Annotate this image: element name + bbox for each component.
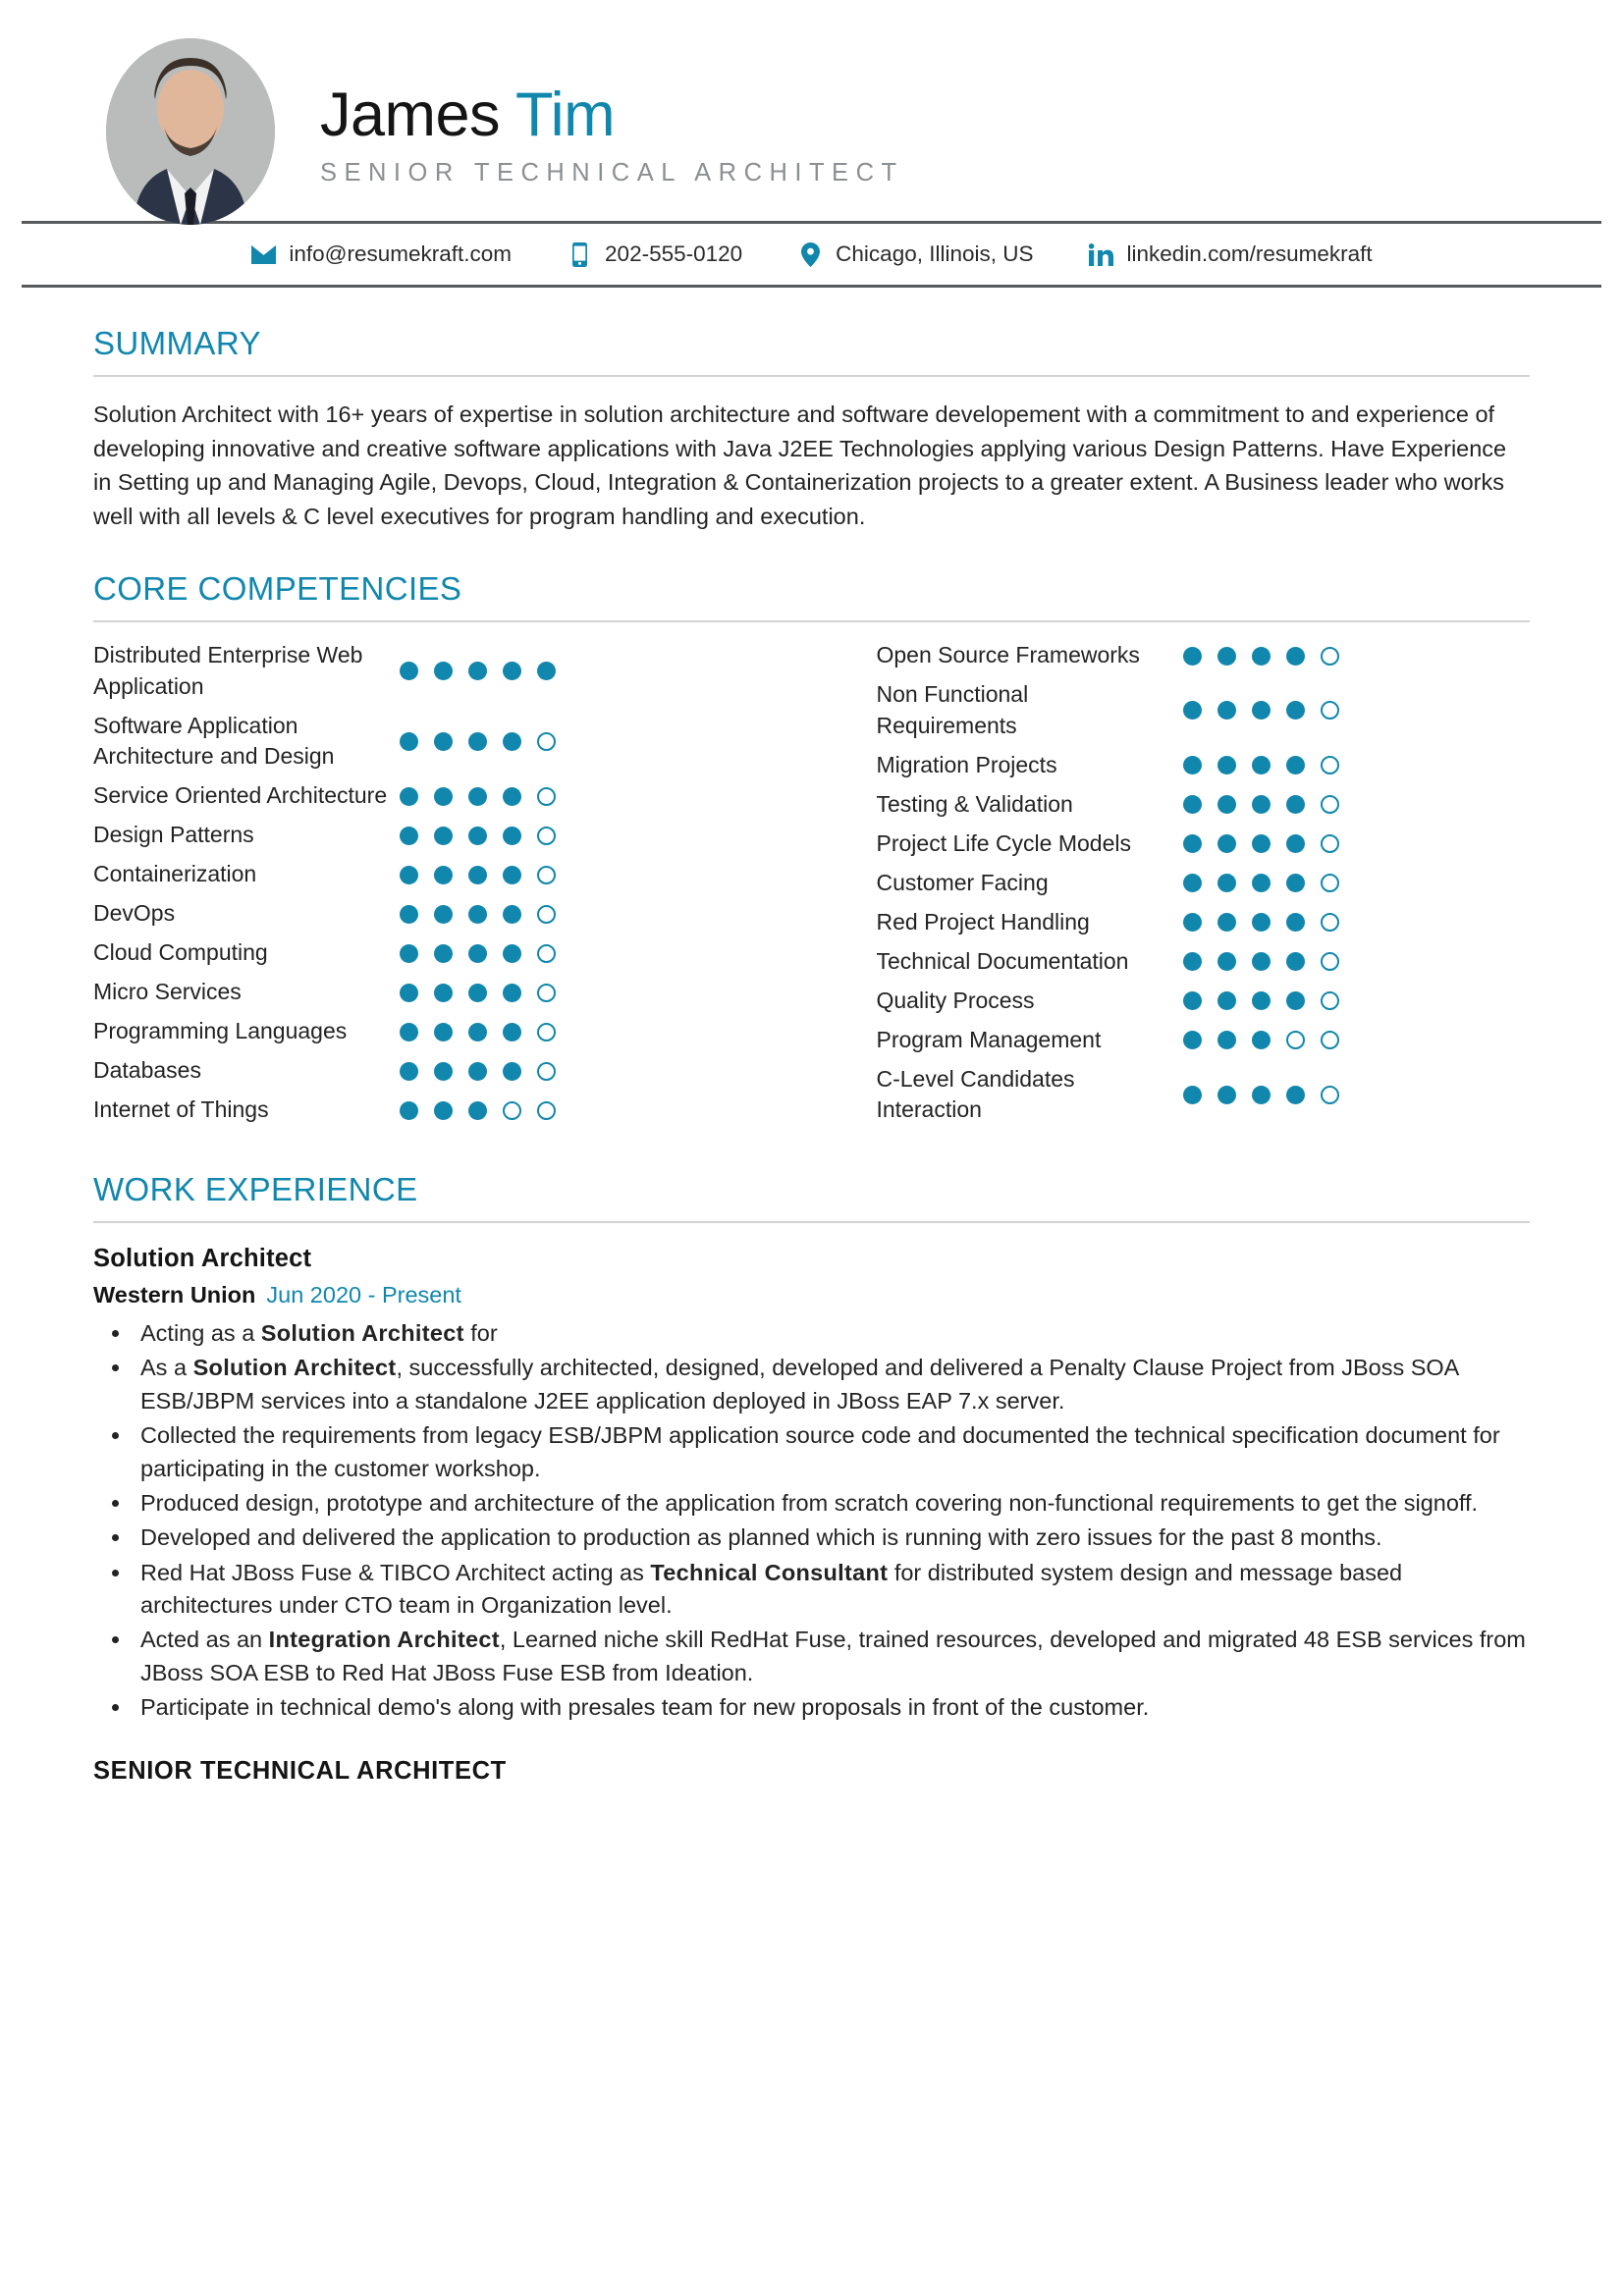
rating-dot-filled	[468, 944, 487, 963]
competency-row	[93, 711, 812, 773]
rating-dot-filled	[1252, 647, 1271, 666]
competency-label: C-Level Candidates Interaction	[876, 1065, 1075, 1123]
competency-row	[93, 937, 812, 969]
competencies-column-right	[812, 640, 1531, 1134]
competencies-section	[0, 533, 1623, 1134]
rating-dot-filled	[434, 905, 453, 924]
competency-label: Databases	[93, 1057, 201, 1084]
competency-label: Distributed Enterprise Web Application	[93, 642, 363, 699]
competency-row	[877, 750, 1531, 781]
competency-rating	[400, 787, 556, 806]
summary-heading: SUMMARY	[93, 325, 261, 361]
rating-dot-filled	[1252, 1031, 1271, 1049]
rating-dot-filled	[1217, 913, 1236, 932]
rating-dot-empty	[1321, 701, 1339, 720]
rating-dot-filled	[1252, 795, 1271, 814]
rating-dot-filled	[1217, 756, 1236, 774]
rating-dot-filled	[1217, 701, 1236, 720]
location-pin-icon	[797, 241, 823, 267]
rating-dot-filled	[503, 905, 521, 924]
competency-row	[877, 679, 1531, 741]
rating-dot-filled	[1183, 913, 1202, 932]
rating-dot-filled	[434, 732, 453, 751]
competency-label: Internet of Things	[93, 1096, 269, 1123]
competency-label: Technical Documentation	[876, 947, 1129, 974]
rating-dot-filled	[1286, 913, 1305, 932]
rating-dot-filled	[1286, 874, 1305, 892]
rating-dot-filled	[400, 866, 418, 884]
rating-dot-filled	[434, 787, 453, 806]
rating-dot-empty	[1321, 952, 1339, 971]
job-bullet: • Collected the requirements from legacy ESB/JBPM application source code and documented the technical specification document for participating in the customer workshop.	[133, 1419, 1530, 1485]
work-divider	[93, 1221, 1530, 1223]
competency-label: Testing & Validation	[876, 790, 1073, 817]
competency-label: Quality Process	[876, 987, 1035, 1013]
rating-dot-empty	[1321, 913, 1339, 932]
rating-dot-empty	[537, 787, 556, 806]
rating-dot-filled	[400, 787, 418, 806]
competency-label: Cloud Computing	[93, 939, 268, 966]
competency-rating	[1183, 952, 1339, 971]
rating-dot-filled	[400, 984, 418, 1002]
competency-row	[877, 640, 1531, 671]
rating-dot-filled	[468, 905, 487, 924]
contact-phone[interactable]	[567, 241, 742, 267]
first-name: James	[320, 80, 501, 149]
competency-row	[93, 1016, 812, 1047]
rating-dot-filled	[1217, 1086, 1236, 1104]
competency-row	[877, 986, 1531, 1017]
competency-rating	[400, 662, 556, 680]
competency-row	[93, 1055, 812, 1087]
rating-dot-filled	[400, 732, 418, 751]
rating-dot-empty	[1321, 647, 1339, 666]
rating-dot-empty	[1321, 1086, 1339, 1104]
job-company: Western Union	[93, 1282, 256, 1308]
avatar	[106, 38, 275, 225]
rating-dot-empty	[1321, 1031, 1339, 1049]
rating-dot-empty	[537, 1062, 556, 1081]
contact-bar	[0, 224, 1623, 285]
rating-dot-filled	[1286, 701, 1305, 720]
rating-dot-filled	[1286, 756, 1305, 774]
rating-dot-filled	[434, 1023, 453, 1041]
competencies-heading: CORE COMPETENCIES	[93, 570, 462, 608]
rating-dot-filled	[468, 662, 487, 680]
rating-dot-filled	[503, 944, 521, 963]
competency-label: Open Source Frameworks	[876, 642, 1140, 668]
linkedin-icon	[1089, 241, 1114, 267]
job-bullet: • Acted as an Integration Architect, Learned niche skill RedHat Fuse, trained resources, developed and migrated 48 ESB services from JBoss SOA ESB to Red Hat JBoss Fuse ESB from Ideation.	[133, 1624, 1530, 1689]
rating-dot-filled	[1286, 795, 1305, 814]
rating-dot-filled	[503, 866, 521, 884]
job-bullet: • Acting as a Solution Architect for	[133, 1317, 1530, 1350]
competency-rating	[400, 732, 556, 751]
job-role-subtitle: SENIOR TECHNICAL ARCHITECT	[320, 159, 904, 187]
competency-row	[93, 859, 812, 890]
rating-dot-filled	[1252, 874, 1271, 892]
job-title: Solution Architect	[93, 1245, 312, 1273]
rating-dot-filled	[468, 1101, 487, 1120]
rating-dot-filled	[1286, 834, 1305, 853]
contact-phone-text: 202-555-0120	[605, 241, 743, 266]
email-icon	[250, 241, 276, 267]
competency-label: Customer Facing	[876, 869, 1049, 895]
job-bullet: • Produced design, prototype and architecture of the application from scratch covering non-functional requirements to get the signoff.	[133, 1487, 1530, 1520]
competency-row	[93, 1095, 812, 1126]
contact-linkedin[interactable]	[1089, 241, 1373, 267]
rating-dot-filled	[1183, 1031, 1202, 1049]
rating-dot-filled	[1252, 701, 1271, 720]
competency-row	[877, 789, 1531, 821]
rating-dot-filled	[468, 787, 487, 806]
summary-text: Solution Architect with 16+ years of expertise in solution architecture and software developement with a commitment to and experience of developing innovative and creative software applications with Java J2EE Technologies applying various Design Patterns. Have Experience in Setting up and Managing Agile, Devops, Cloud, Integration & Containerization projects to a greater extent. A Business leader who works well with all levels & C level executives for program handling and execution.	[93, 401, 1507, 529]
rating-dot-filled	[1183, 756, 1202, 774]
competency-rating	[400, 1023, 556, 1041]
rating-dot-empty	[537, 984, 556, 1002]
competency-label: DevOps	[93, 900, 176, 927]
rating-dot-empty	[537, 944, 556, 963]
job-bullet: • Participate in technical demo's along with presales team for new proposals in front of the customer.	[133, 1691, 1530, 1724]
competencies-divider	[93, 620, 1530, 622]
competency-rating	[400, 905, 556, 924]
rating-dot-filled	[503, 1062, 521, 1081]
rating-dot-empty	[503, 1101, 521, 1120]
rating-dot-filled	[400, 1101, 418, 1120]
next-job-title: SENIOR TECHNICAL ARCHITECT	[93, 1757, 507, 1786]
competency-row	[93, 820, 812, 851]
rating-dot-filled	[1252, 913, 1271, 932]
rating-dot-empty	[1321, 991, 1339, 1010]
competency-row	[877, 868, 1531, 899]
competency-rating	[400, 1101, 556, 1120]
contact-location-text: Chicago, Illinois, US	[836, 241, 1034, 266]
competency-label: Migration Projects	[876, 751, 1057, 777]
rating-dot-filled	[1217, 795, 1236, 814]
rating-dot-filled	[1252, 1086, 1271, 1104]
job-dates: Jun 2020 - Present	[266, 1282, 461, 1308]
name-block	[320, 75, 904, 187]
competency-label: Containerization	[93, 861, 257, 887]
rating-dot-filled	[1183, 1086, 1202, 1104]
competency-rating	[1183, 795, 1339, 814]
rating-dot-filled	[400, 1023, 418, 1041]
work-heading: WORK EXPERIENCE	[93, 1171, 418, 1208]
rating-dot-empty	[1321, 756, 1339, 774]
rating-dot-empty	[537, 905, 556, 924]
competency-row	[93, 977, 812, 1008]
competency-label: Non Functional Requirements	[876, 681, 1029, 738]
phone-icon	[567, 241, 592, 267]
competency-row	[877, 946, 1531, 978]
competency-row	[93, 640, 812, 702]
competency-row	[877, 907, 1531, 938]
contact-location[interactable]	[797, 241, 1033, 267]
rating-dot-filled	[1217, 874, 1236, 892]
resume-header	[0, 0, 1623, 221]
rating-dot-filled	[1183, 874, 1202, 892]
rating-dot-filled	[1286, 647, 1305, 666]
job-bullet-list	[93, 1317, 1530, 1724]
competency-label: Service Oriented Architecture	[93, 782, 388, 809]
rating-dot-filled	[1183, 834, 1202, 853]
last-name: Tim	[514, 80, 616, 149]
rating-dot-filled	[1183, 701, 1202, 720]
rating-dot-filled	[1286, 991, 1305, 1010]
competency-row	[877, 1064, 1531, 1126]
competency-rating	[400, 827, 556, 845]
competency-rating	[1183, 647, 1339, 666]
rating-dot-filled	[400, 905, 418, 924]
competency-label: Design Patterns	[93, 822, 254, 848]
rating-dot-filled	[400, 827, 418, 845]
rating-dot-filled	[1252, 991, 1271, 1010]
rating-dot-filled	[400, 662, 418, 680]
rating-dot-filled	[503, 984, 521, 1002]
competencies-column-left	[93, 640, 812, 1134]
rating-dot-filled	[434, 662, 453, 680]
competency-rating	[400, 984, 556, 1002]
rating-dot-filled	[434, 827, 453, 845]
competency-label: Software Application Architecture and Design	[93, 712, 335, 770]
rating-dot-filled	[503, 1023, 521, 1041]
page-title	[320, 82, 904, 147]
work-section	[0, 1134, 1623, 1786]
rating-dot-filled	[1286, 1086, 1305, 1104]
rating-dot-filled	[503, 787, 521, 806]
summary-section	[0, 288, 1623, 533]
competency-rating	[1183, 874, 1339, 892]
rating-dot-filled	[1183, 991, 1202, 1010]
contact-linkedin-text: linkedin.com/resumekraft	[1126, 241, 1373, 266]
competency-rating	[1183, 756, 1339, 774]
rating-dot-filled	[400, 944, 418, 963]
competency-row	[93, 780, 812, 812]
job-bullet: • Developed and delivered the application to production as planned which is running with zero issues for the past 8 months.	[133, 1522, 1530, 1554]
competency-rating	[1183, 1031, 1339, 1049]
summary-divider	[93, 375, 1530, 377]
rating-dot-filled	[468, 984, 487, 1002]
rating-dot-filled	[1252, 834, 1271, 853]
rating-dot-filled	[468, 827, 487, 845]
rating-dot-filled	[468, 732, 487, 751]
rating-dot-empty	[537, 866, 556, 884]
competency-rating	[1183, 701, 1339, 720]
competency-rating	[400, 1062, 556, 1081]
rating-dot-filled	[537, 662, 556, 680]
job-bullet: • Red Hat JBoss Fuse & TIBCO Architect acting as Technical Consultant for distributed system design and message based architectures under CTO team in Organization level.	[133, 1557, 1530, 1623]
rating-dot-filled	[1183, 795, 1202, 814]
contact-email-text: info@resumekraft.com	[289, 241, 513, 266]
rating-dot-filled	[1183, 952, 1202, 971]
competency-label: Red Project Handling	[876, 908, 1090, 934]
competency-rating	[1183, 834, 1339, 853]
rating-dot-filled	[1286, 952, 1305, 971]
rating-dot-empty	[537, 827, 556, 845]
rating-dot-filled	[434, 984, 453, 1002]
rating-dot-filled	[468, 1062, 487, 1081]
rating-dot-filled	[434, 866, 453, 884]
rating-dot-filled	[434, 1062, 453, 1081]
competency-label: Micro Services	[93, 979, 242, 1005]
rating-dot-empty	[1321, 834, 1339, 853]
competency-label: Program Management	[876, 1026, 1102, 1052]
rating-dot-filled	[434, 1101, 453, 1120]
rating-dot-filled	[1252, 952, 1271, 971]
rating-dot-filled	[1252, 756, 1271, 774]
rating-dot-filled	[503, 732, 521, 751]
rating-dot-filled	[503, 827, 521, 845]
rating-dot-filled	[1217, 1031, 1236, 1049]
competency-row	[877, 1025, 1531, 1056]
rating-dot-filled	[1217, 834, 1236, 853]
job-meta	[93, 1282, 1530, 1308]
competency-rating	[400, 944, 556, 963]
rating-dot-empty	[537, 1023, 556, 1041]
competency-rating	[1183, 1086, 1339, 1104]
competency-label: Programming Languages	[93, 1018, 348, 1044]
rating-dot-filled	[1217, 991, 1236, 1010]
competency-rating	[1183, 913, 1339, 932]
rating-dot-empty	[1321, 874, 1339, 892]
rating-dot-filled	[400, 1062, 418, 1081]
job-bullet: • As a Solution Architect, successfully architected, designed, developed and delivered a Penalty Clause Project from JBoss SOA ESB/JBPM services into a standalone J2EE application deployed in JBoss EAP 7.x server.	[133, 1352, 1530, 1417]
rating-dot-empty	[537, 1101, 556, 1120]
competency-label: Project Life Cycle Models	[876, 829, 1131, 856]
competency-rating	[1183, 991, 1339, 1010]
rating-dot-filled	[434, 944, 453, 963]
rating-dot-filled	[1217, 952, 1236, 971]
rating-dot-filled	[468, 866, 487, 884]
rating-dot-empty	[537, 732, 556, 751]
rating-dot-filled	[1217, 647, 1236, 666]
rating-dot-filled	[468, 1023, 487, 1041]
rating-dot-filled	[1183, 647, 1202, 666]
rating-dot-empty	[1321, 795, 1339, 814]
contact-email[interactable]	[250, 241, 512, 267]
rating-dot-empty	[1286, 1031, 1305, 1049]
competency-rating	[400, 866, 556, 884]
rating-dot-filled	[503, 662, 521, 680]
competency-row	[877, 828, 1531, 860]
competency-row	[93, 898, 812, 930]
